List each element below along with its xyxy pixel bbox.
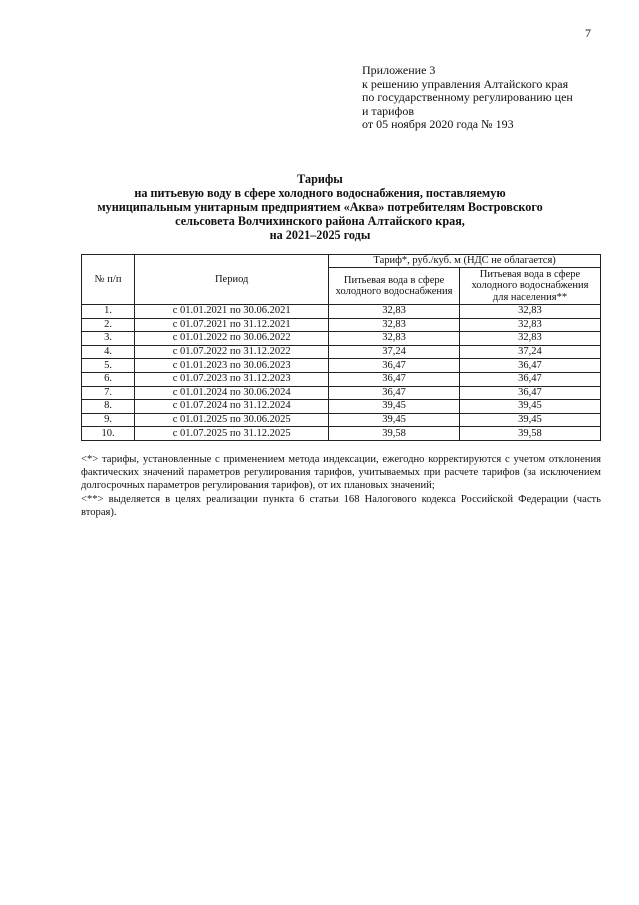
cell-period: с 01.07.2024 по 31.12.2024 <box>135 400 329 414</box>
cell-number: 6. <box>82 372 135 386</box>
cell-water: 36,47 <box>329 386 460 400</box>
cell-population: 39,45 <box>459 400 600 414</box>
cell-water: 36,47 <box>329 359 460 373</box>
appendix-line: к решению управления Алтайского края <box>362 76 569 91</box>
cell-water: 39,45 <box>329 400 460 414</box>
cell-water: 37,24 <box>329 345 460 359</box>
cell-period: с 01.01.2022 по 30.06.2022 <box>135 332 329 346</box>
cell-period: с 01.01.2024 по 30.06.2024 <box>135 386 329 400</box>
cell-number: 7. <box>82 386 135 400</box>
appendix-line: и тарифов <box>362 103 415 118</box>
cell-number: 3. <box>82 332 135 346</box>
header-tariff: Тариф*, руб./куб. м (НДС не облагается) <box>329 255 601 268</box>
table-row <box>82 345 601 359</box>
footnote-1: <*> тарифы, установленные с применением метода индексации, ежегодно корректируются с учетом отклонения фактических значений параметров регулирования тарифов, учитываемых при расчете тарифов (за исключением долгосрочных параметров регулирования тарифов), от их плановых значений; <box>81 454 601 492</box>
document-title <box>60 172 580 242</box>
header-period: Период <box>135 255 329 305</box>
appendix-block <box>362 64 602 132</box>
cell-population: 39,58 <box>459 427 600 441</box>
cell-population: 37,24 <box>459 345 600 359</box>
cell-population: 36,47 <box>459 372 600 386</box>
cell-water: 39,45 <box>329 413 460 427</box>
table-row <box>82 413 601 427</box>
cell-population: 39,45 <box>459 413 600 427</box>
table-row <box>82 332 601 346</box>
cell-number: 1. <box>82 305 135 319</box>
cell-population: 32,83 <box>459 332 600 346</box>
cell-water: 32,83 <box>329 332 460 346</box>
cell-number: 4. <box>82 345 135 359</box>
cell-water: 32,83 <box>329 318 460 332</box>
cell-population: 32,83 <box>459 305 600 319</box>
appendix-line: от 05 ноября 2020 года № 193 <box>362 117 514 131</box>
title-line: муниципальным унитарным предприятием «Аква» потребителям Востровского <box>97 200 543 214</box>
cell-number: 8. <box>82 400 135 414</box>
cell-number: 2. <box>82 318 135 332</box>
table-header <box>82 255 601 305</box>
table-row <box>82 305 601 319</box>
cell-population: 32,83 <box>459 318 600 332</box>
table-row <box>82 372 601 386</box>
table-row <box>82 400 601 414</box>
title-line: сельсовета Волчихинского района Алтайского края, <box>175 214 465 228</box>
cell-number: 5. <box>82 359 135 373</box>
table-row <box>82 359 601 373</box>
page-number: 7 <box>585 26 591 40</box>
title-line: Тарифы <box>297 172 343 186</box>
cell-period: с 01.07.2025 по 31.12.2025 <box>135 427 329 441</box>
header-number: № п/п <box>82 255 135 305</box>
table-row <box>82 318 601 332</box>
cell-number: 10. <box>82 427 135 441</box>
cell-period: с 01.07.2022 по 31.12.2022 <box>135 345 329 359</box>
footnote-2: <**> выделяется в целях реализации пункта 6 статьи 168 Налогового кодекса Российской Федерации (часть вторая). <box>81 493 601 518</box>
cell-water: 39,58 <box>329 427 460 441</box>
footnotes <box>81 453 601 519</box>
cell-period: с 01.01.2021 по 30.06.2021 <box>135 305 329 319</box>
header-population: Питьевая вода в сфере холодного водоснабжения для населения** <box>459 268 600 305</box>
cell-water: 36,47 <box>329 372 460 386</box>
appendix-line: по государственному регулированию цен <box>362 90 573 104</box>
table-body <box>82 305 601 441</box>
cell-period: с 01.01.2023 по 30.06.2023 <box>135 359 329 373</box>
cell-period: с 01.07.2021 по 31.12.2021 <box>135 318 329 332</box>
table-row <box>82 427 601 441</box>
cell-population: 36,47 <box>459 386 600 400</box>
cell-period: с 01.07.2023 по 31.12.2023 <box>135 372 329 386</box>
title-line: на 2021–2025 годы <box>269 228 371 242</box>
cell-number: 9. <box>82 413 135 427</box>
tariff-table <box>81 254 601 441</box>
table-row <box>82 386 601 400</box>
cell-period: с 01.01.2025 по 30.06.2025 <box>135 413 329 427</box>
appendix-line: Приложение 3 <box>362 63 436 77</box>
cell-water: 32,83 <box>329 305 460 319</box>
header-water: Питьевая вода в сфере холодного водоснабжения <box>329 268 460 305</box>
title-line: на питьевую воду в сфере холодного водоснабжения, поставляемую <box>134 186 506 200</box>
cell-population: 36,47 <box>459 359 600 373</box>
